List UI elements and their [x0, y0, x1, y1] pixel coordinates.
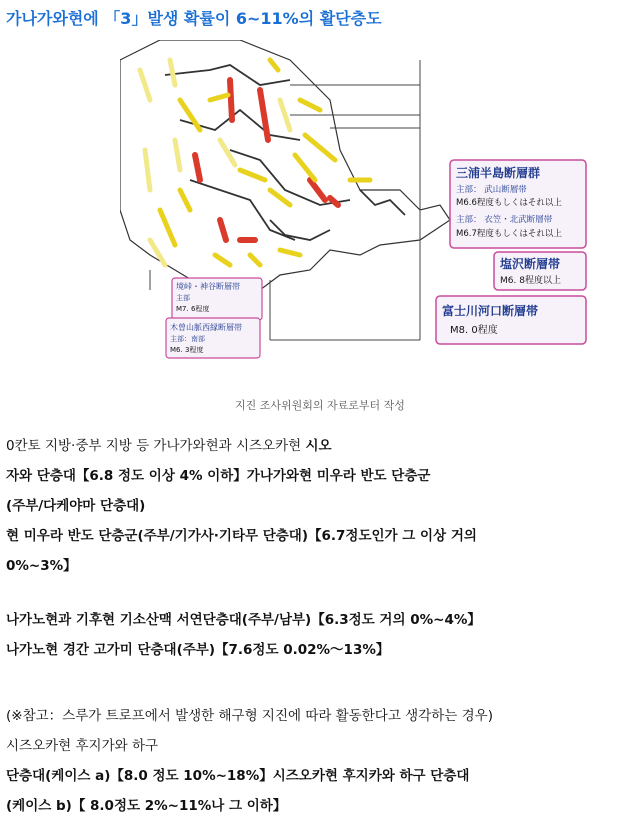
- paragraph-kanto-line5: 0%~3%】: [6, 558, 77, 574]
- label-miura-line1: 主部： 武山断層帯: [456, 185, 527, 195]
- label-kisosanmyaku-line1: 主部：南部: [170, 335, 205, 343]
- paragraph-nagano-line1: 나가노현과 기후현 기소산맥 서연단층대(주부/남부)【6.3정도 거의 0%~4%】: [6, 612, 481, 628]
- label-fujikawa: [436, 296, 586, 344]
- label-shiozawa-title: 塩沢断層帯: [500, 257, 561, 271]
- map-caption: 지진 조사위원회의 자료로부터 작성: [235, 399, 405, 412]
- label-miura: [450, 160, 586, 248]
- paragraph-kanto-line1: 0칸토 지방·중부 지방 등 가나가와현과 시즈오카현 시오: [6, 438, 332, 454]
- paragraph-kanto: [6, 431, 634, 581]
- paragraph-kanto-line3: (주부/다케야마 단층대): [6, 498, 146, 514]
- label-kisosanmyaku: [166, 318, 260, 358]
- label-sakaitoge: [172, 278, 262, 320]
- label-fujikawa-line1: M8. 0程度: [450, 325, 498, 336]
- paragraph-reference-line4: (케이스 b)【 8.0정도 2%~11%나 그 이하】: [6, 798, 287, 814]
- paragraph-kanto-line4: 현 미우라 반도 단층군(주부/기가사·기타무 단층대)【6.7정도인가 그 이상 거의: [6, 528, 477, 544]
- paragraph-kanto-line2: 자와 단층대【6.8 정도 이상 4% 이하】가나가와현 미우라 반도 단층군: [6, 468, 431, 484]
- paragraph-reference-line1: (※참고：스루가 트로프에서 발생한 해구형 지진에 따라 활동한다고 생각하는 경우): [6, 708, 493, 724]
- label-miura-title: 三浦半島断層群: [456, 166, 541, 180]
- label-fujikawa-title: 富士川河口断層帯: [442, 304, 539, 318]
- label-miura-line3: 主部： 衣笠・北武断層帯: [456, 215, 553, 225]
- page-title: 가나가와현에 「3」발생 확률이 6~11%의 활단층도: [6, 9, 382, 28]
- paragraph-reference-line2: 시즈오카현 후지가와 하구: [6, 738, 159, 754]
- active-fault-map: [120, 40, 590, 375]
- label-sakaitoge-line1: 主部: [176, 294, 190, 302]
- label-miura-line4: M6.7程度もしくはそれ以上: [456, 229, 562, 239]
- label-kisosanmyaku-title: 木曽山脈西縁断層帯: [170, 323, 242, 332]
- label-shiozawa: [494, 252, 586, 290]
- label-sakaitoge-line2: M7. 6程度: [176, 305, 210, 313]
- label-shiozawa-line1: M6. 8程度以上: [500, 276, 561, 286]
- paragraph-nagano: [6, 605, 634, 665]
- paragraph-reference: [6, 701, 634, 821]
- paragraph-nagano-line2: 나가노현 경간 고가미 단층대(주부)【7.6정도 0.02%～13%】: [6, 642, 390, 658]
- label-miura-line2: M6.6程度もしくはそれ以上: [456, 198, 562, 208]
- paragraph-reference-line3: 단층대(케이스 a)【8.0 정도 10%~18%】시즈오카현 후지카와 하구 단층대: [6, 768, 470, 784]
- label-sakaitoge-title: 境峠・神谷断層帯: [176, 282, 240, 291]
- label-kisosanmyaku-line2: M6. 3程度: [170, 346, 204, 354]
